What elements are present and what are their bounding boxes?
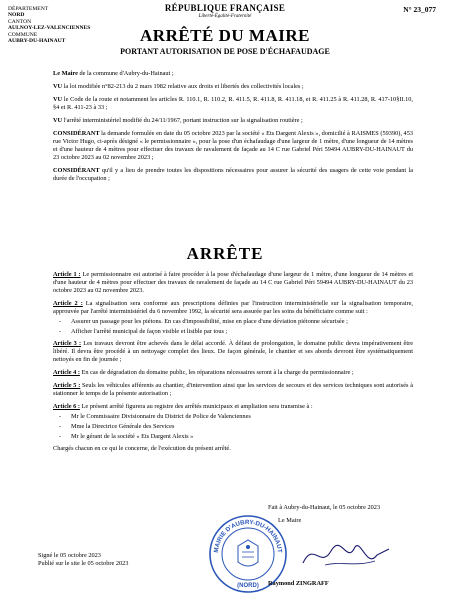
list-item: - Assurer un passage pour les piétons. En cas d'impossibilité, mise en place d'une déviation piétonne sécurisée ; [67,318,413,326]
svg-text:(NORD): (NORD) [237,583,259,589]
header-republic-block [150,3,300,19]
header-line-canton: CANTON [8,18,32,25]
page-subtitle: PORTANT AUTORISATION DE POSE D'ÉCHAFAUDAGE [120,47,330,56]
preamble-considerant-2: CONSIDÉRANT qu'il y a lieu de prendre toutes les dispositions nécessaires pour assurer la sécurité des usagers de cette voie pendant la durée de l'occupation ; [53,167,413,182]
published-date: Publié sur le site le 05 octobre 2023 [38,560,129,567]
article-5: Article 5 : Seuls les véhicules afférents au chantier, d'intervention ainsi que les services de secours et des services techniques sont autorisés à stationner le temps de la présente autorisation ; [53,382,413,397]
closing-statement: Chargés chacun en ce qui le concerne, de l'exécution du présent arrêté. [53,445,231,452]
republic-motto: Liberté-Égalité-Fraternité [198,14,252,19]
document-number: N° 23_077 [403,5,436,14]
svg-text:MAIRIE D'AUBRY-DU-HAINAUT: MAIRIE D'AUBRY-DU-HAINAUT [212,518,284,554]
header-line-commune-name: AUBRY-DU-HAINAUT [8,38,66,45]
list-item: - Mr le Commissaire Divisionnaire du District de Police de Valenciennes [67,413,413,421]
header-line-nord: NORD [8,12,25,19]
signer-name: Raymond ZINGRAFF [268,580,329,587]
article-6: Article 6 : Le présent arrêté figurera au registre des arrêtés municipaux et ampliation sera transmise à : [53,403,313,410]
handwritten-signature [295,535,395,575]
article-6-list [53,413,413,441]
republic-label: RÉPUBLIQUE FRANÇAISE [164,3,286,13]
article-4: Article 4 : En cas de dégradation du domaine public, les réparations nécessaires seront à la charge du permissionnaire ; [53,369,354,376]
preamble-maire: Le Maire de la commune d'Aubry-du-Hainaut ; [53,70,174,77]
list-item: - Mme la Directrice Générale des Services [67,423,413,431]
article-3: Article 3 : Les travaux devront être achevés dans le délai accordé. À défaut de prolongation, le domaine public devra impérativement être libéré. Il devra être procédé à un nettoyage complet des lieux. De façon générale, le chantier et ses abords devront être systématiquement nettoyés en fin de journée ; [53,340,413,363]
header-line-canton-name: AULNOY-LEZ-VALENCIENNES [8,25,91,32]
list-item: - Mr le gérant de la société « Ets Dargent Alexis » [67,433,413,441]
publication-info [38,552,128,568]
signature-role: Le Maire [278,517,302,524]
signed-date: Signé le 05 octobre 2023 [38,552,101,559]
preamble-vu-2: VU le Code de la route et notamment les articles R. 110.1, R. 110.2, R. 411.5, R. 411.8, R. 411.18, et R. 411.25 à R. 411.28, R. 417-10§II.10, §4 et R. 411-23 à 33 ; [53,96,413,111]
list-item: - Afficher l'arrêté municipal de façon visible et lisible par tous ; [67,328,413,336]
arrete-heading: ARRÊTE [186,244,264,263]
header-line-departement: DÉPARTEMENT [8,6,49,12]
preamble-section [53,70,413,188]
signature-place-date: Fait à Aubry-du-Hainaut, le 05 octobre 2023 [268,504,381,511]
article-1: Article 1 : Le permissionnaire est autorisé à faire procéder à la pose d'échafaudage d'une largeur de 1 mètre, d'une longueur de 14 mètres et d'une hauteur de 4 mètres pour effectuer des travaux de ravalement de façade au 14 C rue Gabriel Péri 59494 AUBRY-DU-HAINAUT du 23 octobre 2023 au 02 novembre 2023. [53,271,413,294]
articles-section [53,271,413,458]
article-2: Article 2 : La signalisation sera conforme aux prescriptions définies par l'instruction interministérielle sur la signalisation temporaire, approuvée par l'arrêté interministériel du 6 novembre 1992, la sécurité sera assurée par les soins du bénéficiaire comme suit : [53,300,413,315]
preamble-vu-3: VU l'arrêté interministériel modifié du 24/11/1967, portant instruction sur la signalisation routière ; [53,117,303,124]
article-2-list [53,318,413,336]
page-title: ARRÊTÉ DU MAIRE [140,26,310,45]
preamble-considerant-1: CONSIDÉRANT la demande formulée en date du 05 octobre 2023 par la société « Ets Dargent Alexis », domicilié à RAISMES (59390), 453 rue Victor Hugo, ci-après désigné « le permissionnaire », pour la pose d'un échafaudage d'une largeur de 1 mètre, d'une longueur de 14 mètres et d'une hauteur de 4 mètres pour effectuer des travaux de ravalement de façade au 14 C rue Gabriel Péri 59494 AUBRY-DU-HAINAUT du 23 octobre 2023 au 02 novembre 2023 ; [53,130,413,161]
preamble-vu-1: VU la loi modifiée n°82-213 du 2 mars 1982 relative aux droits et libertés des collectivités locales ; [53,83,304,90]
header-line-commune: COMMUNE [8,31,38,38]
